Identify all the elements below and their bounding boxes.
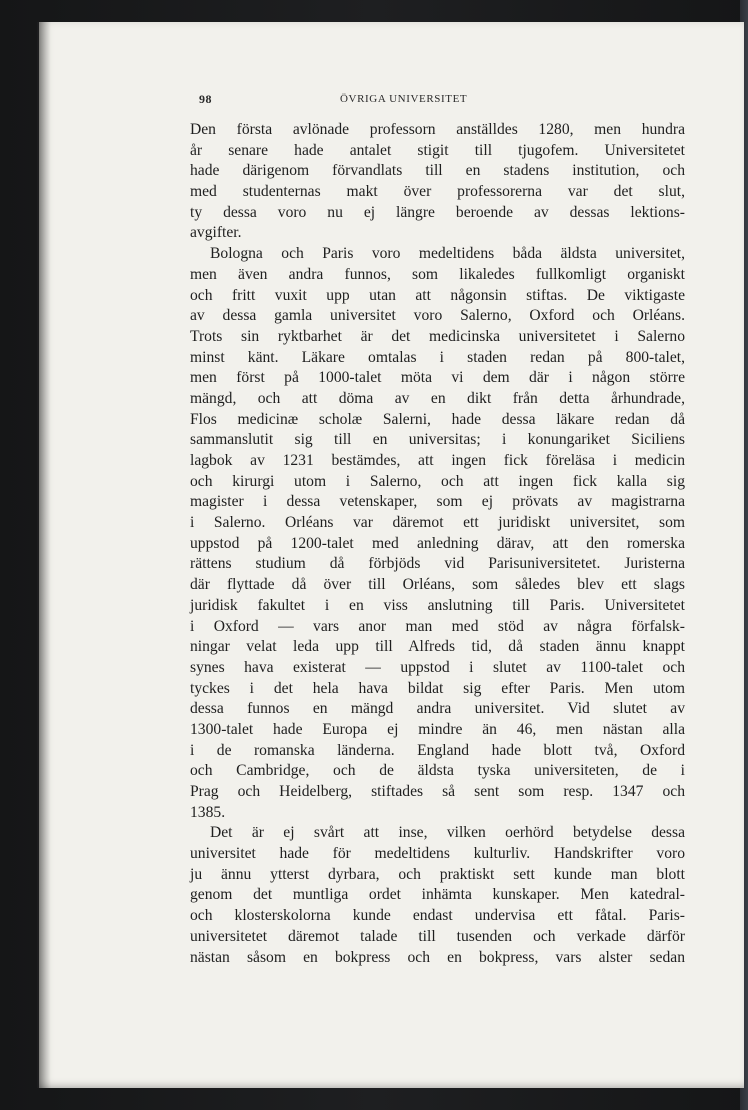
paragraph-1 xyxy=(190,120,685,244)
text-line: universitet hade för medeltidens kulturliv. Handskrifter voro xyxy=(190,845,685,863)
text-line: dessa funnos en mängd andra universitet. Vid slutet av xyxy=(190,700,685,718)
text-line: synes hava existerat — uppstod i slutet av 1100-talet och xyxy=(190,658,685,676)
text-line: 1385. xyxy=(190,803,226,821)
text-line: Prag och Heidelberg, stiftades så sent som resp. 1347 och xyxy=(190,783,685,800)
text-line: men först på 1000-talet möta vi dem där i någon större xyxy=(190,369,685,387)
text-line: juridisk fakultet i en viss anslutning till Paris. Universitetet xyxy=(190,596,685,614)
text-line: och kirurgi utom i Salerno, och att ingen fick kalla sig xyxy=(190,472,685,490)
text-line: Det är ej svårt att inse, vilken oerhörd betydelse dessa xyxy=(210,824,685,842)
text-line: av dessa gamla universitet voro Salerno, Oxford och Orléans. xyxy=(190,307,685,325)
paragraph-3 xyxy=(190,823,685,968)
text-line: avgifter. xyxy=(190,224,242,242)
text-line: nästan såsom en bokpress och en bokpress, vars alster sedan xyxy=(190,948,685,966)
text-line: där flyttade då över till Orléans, som således blev ett slags xyxy=(190,576,685,594)
text-line: genom det muntliga ordet inhämta kunskaper. Men katedral- xyxy=(190,886,685,904)
text-line: hade därigenom förvandlats till en stadens institution, och xyxy=(190,162,685,180)
text-line: Flos medicinæ scholæ Salerni, hade dessa läkare redan då xyxy=(190,410,685,428)
text-line: mängd, och att döma av en dikt från detta århundrade, xyxy=(190,389,685,407)
text-line: Trots sin ryktbarhet är det medicinska universitetet i Salerno xyxy=(190,327,685,345)
text-line: Bologna och Paris voro medeltidens båda äldsta universitet, xyxy=(210,245,685,263)
text-line: sammanslutit sig till en universitas; i konungariket Siciliens xyxy=(190,431,685,449)
text-line: magister i dessa vetenskaper, som ej prövats av magistrarna xyxy=(190,493,685,511)
page-header xyxy=(190,92,685,110)
text-line: ju ännu ytterst dyrbara, och praktiskt sett kunde man blott xyxy=(190,865,685,883)
text-line: minst känt. Läkare omtalas i staden redan på 800-talet, xyxy=(190,348,685,366)
text-line: men även andra funnos, som likaledes fullkomligt organiskt xyxy=(190,265,685,283)
body-text xyxy=(190,120,685,968)
text-line: Den första avlönade professorn anställdes 1280, men hundra xyxy=(190,121,685,138)
text-line: i Oxford — vars anor man med stöd av några förfalsk- xyxy=(190,617,685,635)
text-line: 1300-talet hade Europa ej mindre än 46, men nästan alla xyxy=(190,720,685,738)
text-line: och fritt vuxit upp utan att någonsin stiftas. De viktigaste xyxy=(190,286,685,304)
text-line: och Cambridge, och de äldsta tyska universiteten, de i xyxy=(190,762,685,780)
text-line: och klosterskolorna kunde endast undervisa ett fåtal. Paris- xyxy=(190,907,685,925)
paragraph-2 xyxy=(190,244,685,823)
text-line: år senare hade antalet stigit till tjugofem. Universitetet xyxy=(190,141,685,159)
text-line: rättens studium då förbjöds vid Parisuniversitetet. Juristerna xyxy=(190,555,685,573)
text-line: universitetet däremot talade till tusenden och verkade därför xyxy=(190,927,685,945)
running-title: ÖVRIGA UNIVERSITET xyxy=(340,93,468,105)
text-line: med studenternas makt över professorerna var det slut, xyxy=(190,183,685,201)
text-line: tyckes i det hela hava bildat sig efter Paris. Men utom xyxy=(190,679,685,697)
text-line: ningar velat leda upp till Alfreds tid, då staden ännu knappt xyxy=(190,638,685,656)
page-number: 98 xyxy=(199,92,212,106)
text-line: i Salerno. Orléans var däremot ett juridiskt universitet, som xyxy=(190,514,685,532)
text-line: i de romanska länderna. England hade blott två, Oxford xyxy=(190,741,685,759)
text-line: lagbok av 1231 bestämdes, att ingen fick föreläsa i medicin xyxy=(190,452,685,469)
text-line: uppstod på 1200-talet med anledning därav, att den romerska xyxy=(190,534,685,552)
text-line: ty dessa voro nu ej längre beroende av dessas lektions- xyxy=(190,203,685,221)
